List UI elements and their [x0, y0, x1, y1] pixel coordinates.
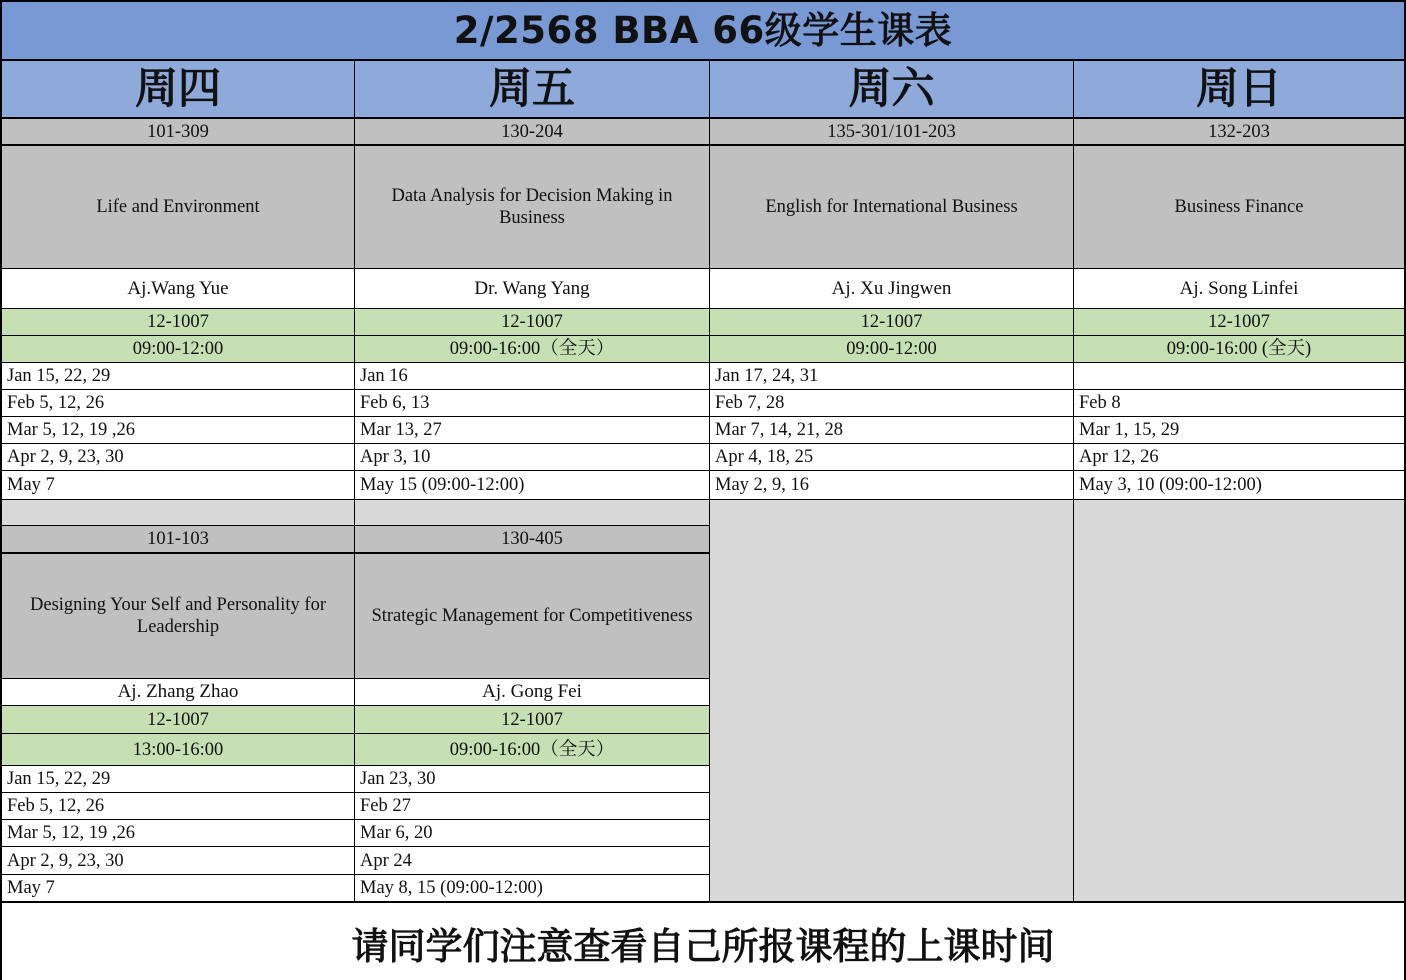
classroom-cell: 12-1007 — [0, 309, 355, 336]
date-cell: Mar 5, 12, 19 ,26 — [0, 820, 355, 847]
footer-note: 请同学们注意查看自己所报课程的上课时间 — [0, 903, 1406, 980]
course-name-cell: Life and Environment — [0, 146, 355, 269]
date-cell — [1074, 363, 1406, 390]
classroom-cell: 12-1007 — [355, 309, 710, 336]
course-name-cell: English for International Business — [710, 146, 1074, 269]
time-cell: 09:00-16:00 (全天) — [1074, 336, 1406, 363]
day-header-sunday: 周日 — [1074, 61, 1406, 119]
date-cell: Mar 5, 12, 19 ,26 — [0, 417, 355, 444]
teacher-cell: Aj. Zhang Zhao — [0, 679, 355, 706]
time-cell: 09:00-16:00（全天） — [355, 734, 710, 766]
date-cell: May 7 — [0, 471, 355, 500]
day-header-friday: 周五 — [355, 61, 710, 119]
date-cell: Apr 4, 18, 25 — [710, 444, 1074, 471]
date-cell: Mar 6, 20 — [355, 820, 710, 847]
teacher-cell: Aj. Song Linfei — [1074, 269, 1406, 309]
course-name-cell: Data Analysis for Decision Making in Business — [355, 146, 710, 269]
time-cell: 09:00-12:00 — [0, 336, 355, 363]
date-cell: May 3, 10 (09:00-12:00) — [1074, 471, 1406, 500]
date-cell: Mar 13, 27 — [355, 417, 710, 444]
classroom-cell: 12-1007 — [0, 706, 355, 734]
teacher-cell: Dr. Wang Yang — [355, 269, 710, 309]
timetable-title: 2/2568 BBA 66级学生课表 — [0, 0, 1406, 61]
course-name-cell: Strategic Management for Competitiveness — [355, 554, 710, 679]
room-cell: 130-204 — [355, 119, 710, 146]
course-name-cell: Business Finance — [1074, 146, 1406, 269]
date-cell: Apr 12, 26 — [1074, 444, 1406, 471]
date-cell: Jan 16 — [355, 363, 710, 390]
date-cell: Mar 1, 15, 29 — [1074, 417, 1406, 444]
date-cell: Jan 15, 22, 29 — [0, 363, 355, 390]
date-cell: Jan 15, 22, 29 — [0, 766, 355, 793]
date-cell: Apr 2, 9, 23, 30 — [0, 847, 355, 875]
date-cell: May 7 — [0, 875, 355, 903]
date-cell: Feb 5, 12, 26 — [0, 390, 355, 417]
room-cell: 101-103 — [0, 526, 355, 554]
empty-area-saturday — [710, 500, 1074, 903]
teacher-cell: Aj. Xu Jingwen — [710, 269, 1074, 309]
spacer-cell — [0, 500, 355, 526]
date-cell: Apr 24 — [355, 847, 710, 875]
classroom-cell: 12-1007 — [1074, 309, 1406, 336]
spacer-cell — [355, 500, 710, 526]
day-header-saturday: 周六 — [710, 61, 1074, 119]
day-header-thursday: 周四 — [0, 61, 355, 119]
time-cell: 13:00-16:00 — [0, 734, 355, 766]
teacher-cell: Aj. Gong Fei — [355, 679, 710, 706]
date-cell: Feb 6, 13 — [355, 390, 710, 417]
date-cell: Feb 5, 12, 26 — [0, 793, 355, 820]
classroom-cell: 12-1007 — [710, 309, 1074, 336]
date-cell: Jan 17, 24, 31 — [710, 363, 1074, 390]
classroom-cell: 12-1007 — [355, 706, 710, 734]
time-cell: 09:00-12:00 — [710, 336, 1074, 363]
date-cell: Feb 27 — [355, 793, 710, 820]
date-cell: Jan 23, 30 — [355, 766, 710, 793]
date-cell: Feb 7, 28 — [710, 390, 1074, 417]
date-cell: May 8, 15 (09:00-12:00) — [355, 875, 710, 903]
room-cell: 132-203 — [1074, 119, 1406, 146]
date-cell: Apr 2, 9, 23, 30 — [0, 444, 355, 471]
empty-area-sunday — [1074, 500, 1406, 903]
date-cell: May 15 (09:00-12:00) — [355, 471, 710, 500]
room-cell: 101-309 — [0, 119, 355, 146]
teacher-cell: Aj.Wang Yue — [0, 269, 355, 309]
room-cell: 130-405 — [355, 526, 710, 554]
date-cell: May 2, 9, 16 — [710, 471, 1074, 500]
date-cell: Apr 3, 10 — [355, 444, 710, 471]
date-cell: Mar 7, 14, 21, 28 — [710, 417, 1074, 444]
room-cell: 135-301/101-203 — [710, 119, 1074, 146]
time-cell: 09:00-16:00（全天） — [355, 336, 710, 363]
date-cell: Feb 8 — [1074, 390, 1406, 417]
course-name-cell: Designing Your Self and Personality for Leadership — [0, 554, 355, 679]
